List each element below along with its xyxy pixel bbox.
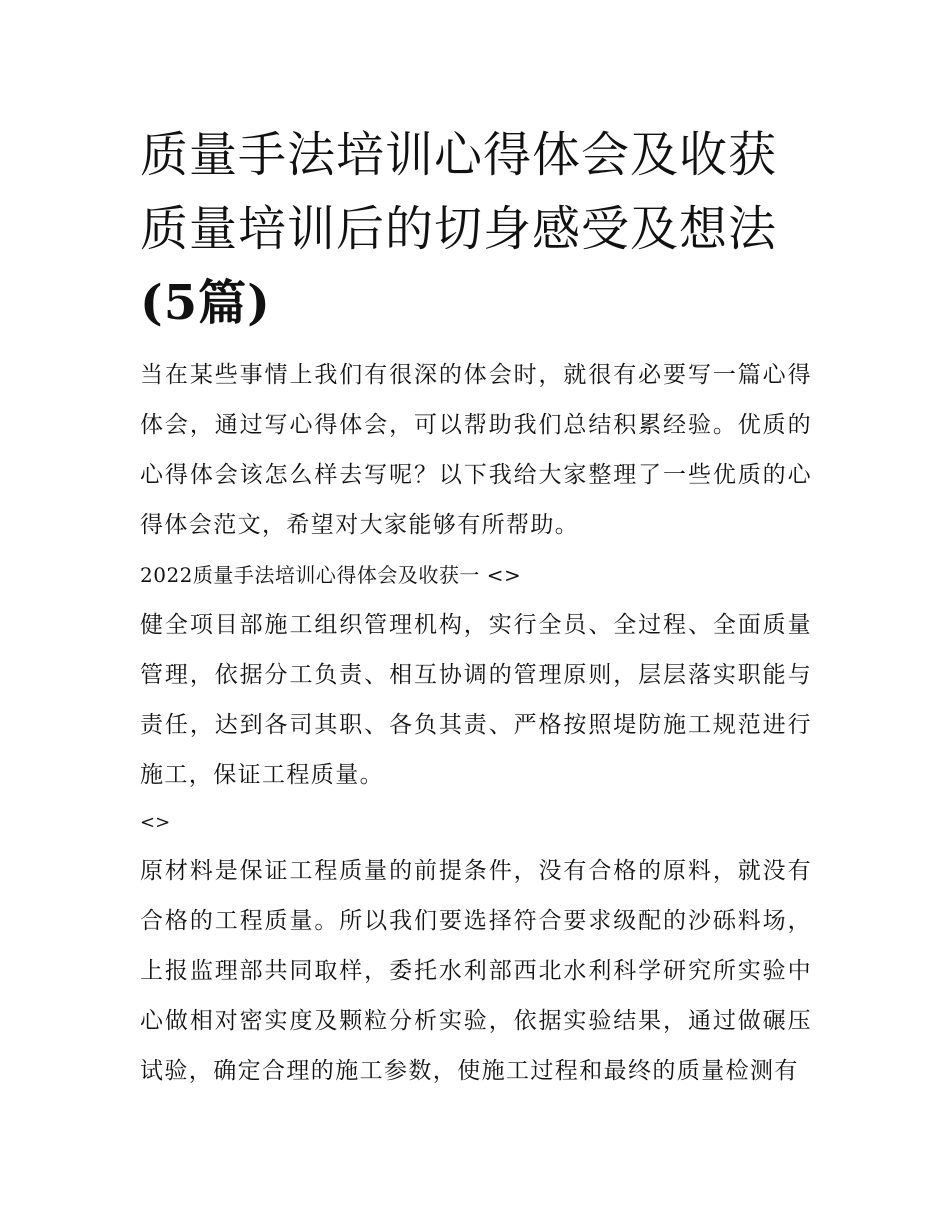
section-heading: 2022质量手法培训心得体会及收获一 <> xyxy=(140,563,522,587)
body-paragraph-1: 健全项目部施工组织管理机构，实行全员、全过程、全面质量管理，依据分工负责、相互协调的管理原则，层层落实职能与责任，达到各司其职、各负其责、严格按照堤防施工规范进行施工，保证工程质量。 xyxy=(140,612,812,788)
placeholder-marker: <> xyxy=(140,812,171,833)
intro-paragraph: 当在某些事情上我们有很深的体会时，就很有必要写一篇心得体会，通过写心得体会，可以帮助我们总结积累经验。优质的心得体会该怎么样去写呢？以下我给大家整理了一些优质的心得体会范文，希望对大家能够有所帮助。 xyxy=(140,362,812,538)
title-line-2: 质量培训后的切身感受及想法 xyxy=(140,201,778,257)
document-title xyxy=(140,118,812,340)
body-paragraph-2: 原材料是保证工程质量的前提条件，没有合格的原料，就没有合格的工程质量。所以我们要选择符合要求级配的沙砾料场，上报监理部共同取样，委托水利部西北水利科学研究所实验中心做相对密实度及颗粒分析实验，依据实验结果，通过做碾压试验，确定合理的施工参数，使施工过程和最终的质量检测有 xyxy=(140,858,812,1084)
document-body xyxy=(140,118,812,1096)
title-line-1: 质量手法培训心得体会及收获 xyxy=(140,127,778,183)
title-line-3: (5篇) xyxy=(140,275,271,331)
